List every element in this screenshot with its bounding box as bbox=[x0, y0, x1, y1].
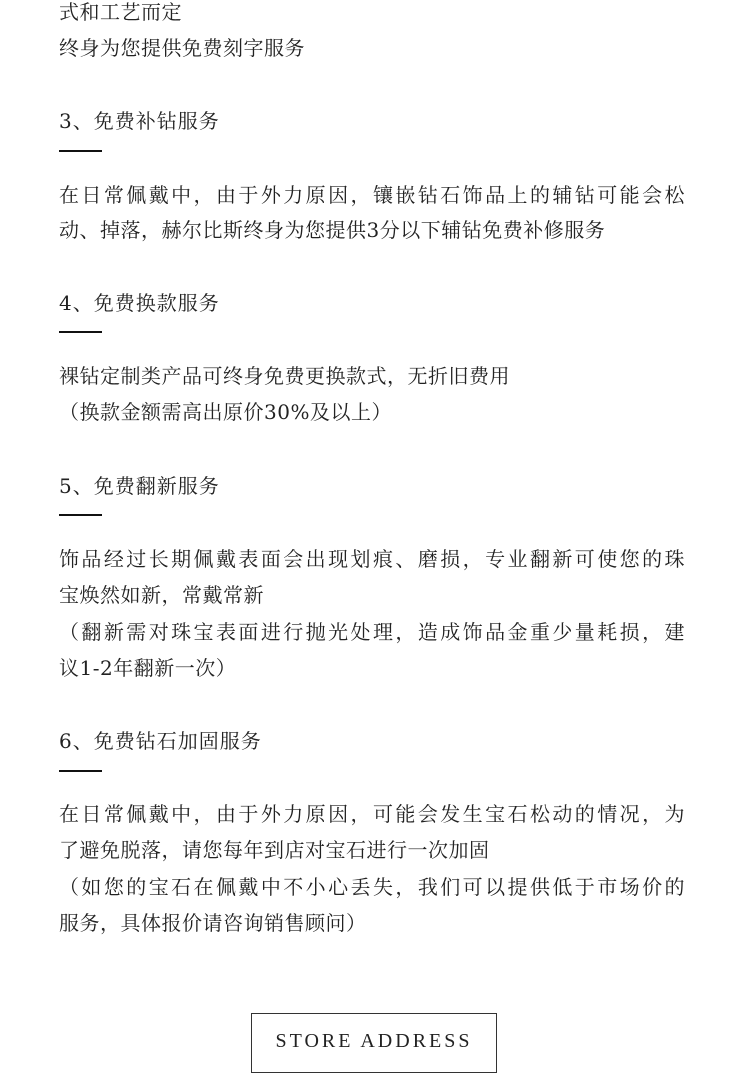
section-text bbox=[59, 869, 685, 905]
section-text-line: 宝焕然如新，常戴常新 bbox=[59, 583, 264, 607]
section-title: 4、免费换款服务 bbox=[59, 291, 220, 315]
section-text-line: 饰品经过长期佩戴表面会出现划痕、磨损，专业翻新可使您的珠 bbox=[59, 547, 685, 571]
store-address-button[interactable]: STORE ADDRESS bbox=[251, 1013, 497, 1073]
section-divider bbox=[59, 514, 102, 516]
section-title: 6、免费钻石加固服务 bbox=[59, 729, 262, 753]
section-divider bbox=[59, 150, 102, 152]
section-divider bbox=[59, 770, 102, 772]
section-text-line: 动、掉落，赫尔比斯终身为您提供3分以下辅钻免费补修服务 bbox=[59, 218, 606, 242]
section-text bbox=[59, 541, 685, 577]
section-text-line: 在日常佩戴中，由于外力原因，可能会发生宝石松动的情况，为 bbox=[59, 802, 685, 826]
section-text-line: （换款金额需高出原价30%及以上） bbox=[59, 400, 392, 424]
intro-line: 终身为您提供免费刻字服务 bbox=[59, 36, 305, 60]
section-text-line: （如您的宝石在佩戴中不小心丢失，我们可以提供低于市场价的 bbox=[59, 875, 685, 899]
section-text-line: 裸钻定制类产品可终身免费更换款式，无折旧费用 bbox=[59, 364, 510, 388]
section-text bbox=[59, 796, 685, 832]
section-text-line: 在日常佩戴中，由于外力原因，镶嵌钻石饰品上的辅钻可能会松 bbox=[59, 183, 685, 207]
section-text-line: 服务，具体报价请咨询销售顾问） bbox=[59, 911, 367, 935]
section-text-line: （翻新需对珠宝表面进行抛光处理，造成饰品金重少量耗损，建 bbox=[59, 620, 685, 644]
section-text bbox=[59, 177, 685, 213]
section-divider bbox=[59, 331, 102, 333]
section-text-line: 了避免脱落，请您每年到店对宝石进行一次加固 bbox=[59, 838, 490, 862]
section-text-line: 议1-2年翻新一次） bbox=[59, 656, 237, 680]
section-title: 3、免费补钻服务 bbox=[59, 109, 220, 133]
section-text bbox=[59, 614, 685, 650]
intro-line: 式和工艺而定 bbox=[59, 0, 182, 24]
section-title: 5、免费翻新服务 bbox=[59, 474, 220, 498]
